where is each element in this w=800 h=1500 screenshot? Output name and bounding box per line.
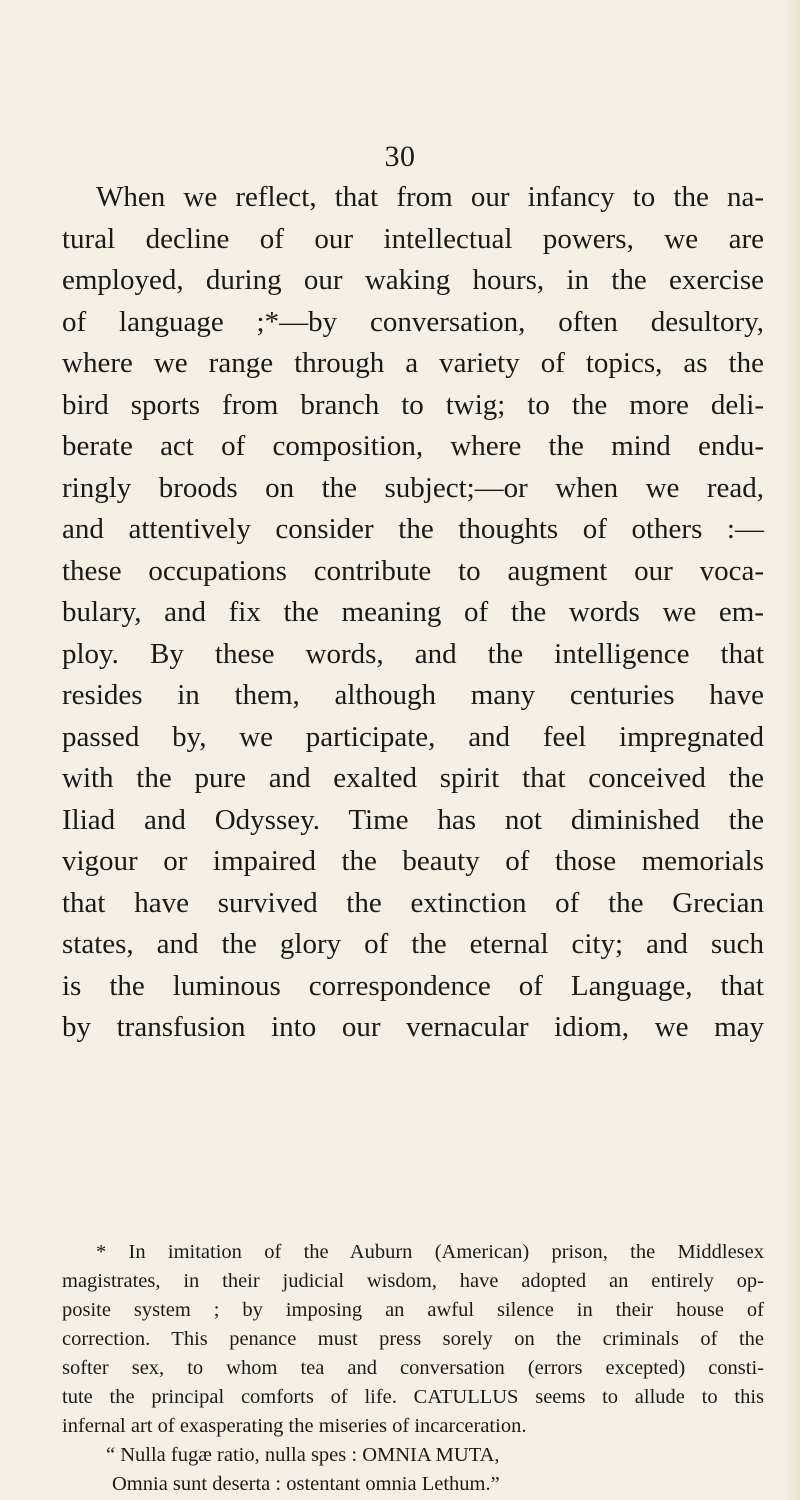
body-line: tural decline of our intellectual powers, we are xyxy=(62,222,764,255)
page-edge-shadow xyxy=(782,0,800,1500)
body-line: Iliad and Odyssey. Time has not diminished the xyxy=(62,803,764,836)
body-line: berate act of composition, where the mind endu- xyxy=(62,430,764,462)
body-line: ploy. By these words, and the intelligence that xyxy=(62,637,764,670)
body-line: employed, during our waking hours, in the exercise xyxy=(62,264,764,296)
body-text xyxy=(62,177,764,1049)
body-line: vigour or impaired the beauty of those memorials xyxy=(62,845,764,877)
body-line: where we range through a variety of topics, as the xyxy=(62,347,764,379)
footnote-line: softer sex, to whom tea and conversation (errors excepted) consti- xyxy=(62,1357,764,1379)
footnote-verse-line: “ Nulla fugæ ratio, nulla spes : OMNIA MUTA, xyxy=(106,1444,500,1466)
body-line: When we reflect, that from our infancy to the na- xyxy=(96,181,764,213)
body-line: is the luminous correspondence of Language, that xyxy=(62,969,764,1002)
body-line: and attentively consider the thoughts of others :— xyxy=(62,513,764,545)
body-line: bird sports from branch to twig; to the more deli- xyxy=(62,388,764,421)
footnote xyxy=(62,1238,764,1499)
body-line: by transfusion into our vernacular idiom, we may xyxy=(62,1011,764,1043)
footnote-line: correction. This penance must press sorely on the criminals of the xyxy=(62,1328,764,1350)
body-line: with the pure and exalted spirit that conceived the xyxy=(62,762,764,794)
body-line: ringly broods on the subject;—or when we read, xyxy=(62,471,764,504)
body-line: these occupations contribute to augment our voca- xyxy=(62,554,764,587)
footnote-line: posite system ; by imposing an awful silence in their house of xyxy=(62,1299,764,1321)
body-line: that have survived the extinction of the Grecian xyxy=(62,886,764,919)
body-line: states, and the glory of the eternal city; and such xyxy=(62,928,764,960)
body-line: of language ;*—by conversation, often desultory, xyxy=(62,305,764,338)
body-line: bulary, and fix the meaning of the words we em- xyxy=(62,596,764,628)
page-number: 30 xyxy=(384,140,416,173)
footnote-line: magistrates, in their judicial wisdom, have adopted an entirely op- xyxy=(62,1270,764,1292)
body-line: passed by, we participate, and feel impregnated xyxy=(62,720,764,753)
footnote-line: infernal art of exasperating the miseries of incarceration. xyxy=(62,1415,527,1437)
body-line: resides in them, although many centuries have xyxy=(62,679,764,711)
footnote-line: * In imitation of the Auburn (American) prison, the Middlesex xyxy=(96,1241,764,1263)
footnote-verse-line: Omnia sunt deserta : ostentant omnia Lethum.” xyxy=(112,1473,500,1495)
footnote-line: tute the principal comforts of life. CATULLUS seems to allude to this xyxy=(62,1386,764,1408)
